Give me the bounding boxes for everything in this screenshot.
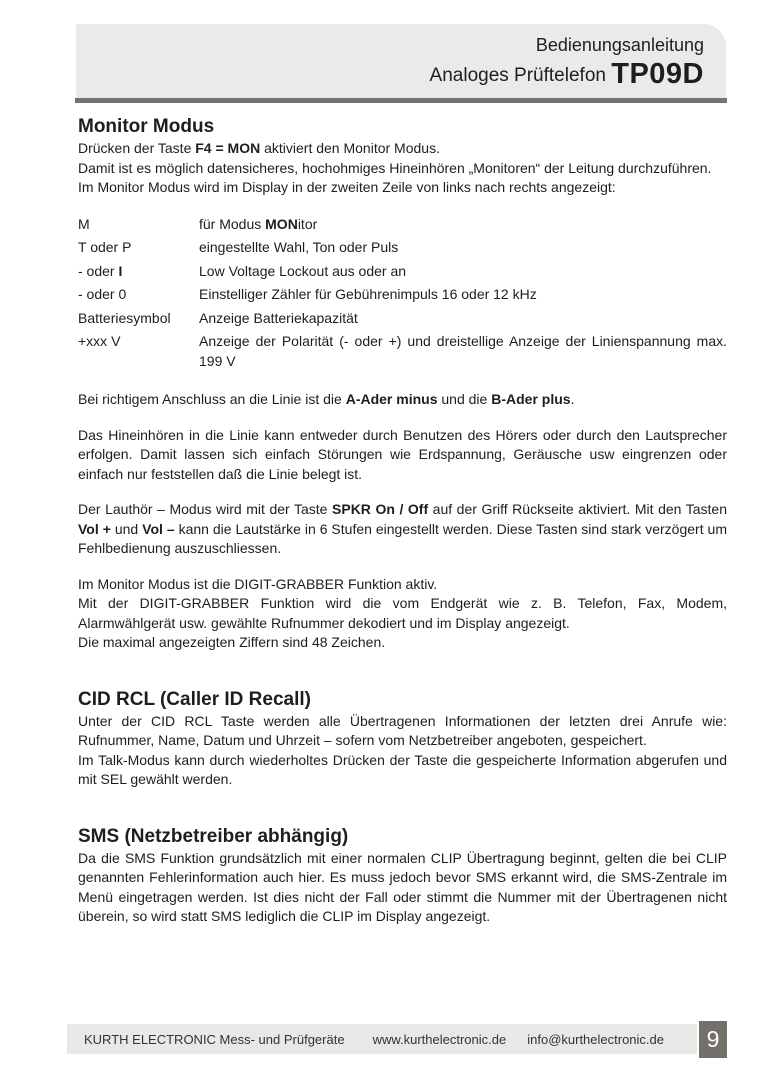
text-segment: T oder P [78,239,132,255]
legend-desc [199,309,727,329]
section-monitor-modus [78,114,727,653]
text-segment: +xxx V [78,333,121,349]
text-segment-bold: Vol – [142,520,175,537]
legend-desc [199,285,727,305]
text-segment: und [110,520,143,537]
footer-email: info@kurthelectronic.de [527,1031,665,1047]
text-segment: kann die Lautstärke in 6 Stufen eingestellt werden. Diese Tasten sind stark verzögert um Fehlbedienung auszuschliessen. [78,520,727,556]
text-segment: Batteriesymbol [78,309,171,326]
legend-term [78,238,199,258]
text-segment: Einstelliger Zähler für Gebührenimpuls 16 oder 12 kHz [199,286,537,302]
legend-desc [199,215,727,235]
page-header [76,24,726,98]
paragraph-grabber-3: Die maximal angezeigten Ziffern sind 48 Zeichen. [78,634,386,650]
paragraph-sms-1: Da die SMS Funktion grundsätzlich mit einer normalen CLIP Übertragung beginnt, gelten die bei CLIP genannten Fehlerinformation auch hier. Es muss jedoch bevor SMS erkannt wird, die SMS-Zentrale im Menü eingetragen werden. Ist dies nicht der Fall oder stimmt die Nummer mit der Übertragenen nicht überein, so wird statt SMS lediglich die CLIP im Display angezeigt. [78,849,727,924]
paragraph-display-intro: Im Monitor Modus wird im Display in der zweiten Zeile von links nach rechts angezeigt: [78,179,616,195]
text-segment: Low Voltage Lockout aus oder an [199,262,407,279]
footer-bar [67,1024,697,1054]
text-segment-bold: Vol + [78,520,111,537]
footer-website: www.kurthelectronic.de [372,1031,507,1047]
legend-term [78,262,199,282]
text-segment-bold: F4 = MON [195,140,261,156]
model-number: TP09D [611,58,704,90]
text-segment: Anzeige Batteriekapazität [199,309,358,326]
section-title-cid-rcl: CID RCL (Caller ID Recall) [78,688,311,710]
page-number-badge: 9 [699,1021,727,1058]
text-segment: Der Lauthör – Modus wird mit der Taste [78,501,333,517]
text-segment: für Modus [199,215,266,232]
text-segment: und die [437,391,492,407]
paragraph-speaker [78,500,727,559]
paragraph-activate [78,139,727,159]
legend-desc [199,332,727,371]
paragraph-grabber-1: Im Monitor Modus ist die DIGIT-GRABBER Funktion aktiv. [78,575,438,592]
product-title-line [76,58,704,92]
header-rule [75,98,727,103]
text-segment: M [78,215,90,232]
text-segment: auf der Griff Rückseite aktiviert. Mit den Tasten [428,501,727,517]
section-sms [78,824,727,927]
paragraph-grabber-2: Mit der DIGIT-GRABBER Funktion wird die vom Endgerät wie z. B. Telefon, Fax, Modem, Alarmwählgerät usw. gewählte Rufnummer dekodiert und im Display angezeigt. [78,595,727,631]
text-segment: Bei richtigem Anschluss an die Linie ist die [78,391,346,407]
digit-grabber-block [78,575,727,653]
text-segment: itor [297,215,318,232]
paragraph-datasafe: Damit ist es möglich datensicheres, hochohmiges Hineinhören „Monitoren“ der Leitung durchzuführen. [78,159,712,176]
paragraph-polarity [78,390,727,410]
text-segment-bold: MON [265,215,298,232]
text-segment: - oder 0 [78,286,127,302]
paragraph-listen: Das Hineinhören in die Linie kann entweder durch Benutzen des Hörers oder durch den Lautsprecher erfolgen. Damit lassen sich einfach Störungen wie Erdspannung, Geräusche usw eingrenzen oder einfach nur feststellen daß die Linie belegt ist. [78,426,727,482]
legend-desc [199,262,727,282]
legend-term [78,332,199,371]
text-segment-bold: A-Ader minus [345,391,438,407]
text-segment: aktiviert den Monitor Modus. [260,140,440,156]
paragraph-cid-1: Unter der CID RCL Taste werden alle Übertragenen Informationen der letzten drei Anrufe wie: Rufnummer, Name, Datum und Uhrzeit – sofern vom Netzbetreiber angeboten, gespeichert. [78,712,727,748]
section-title-sms: SMS (Netzbetreiber abhängig) [78,825,349,847]
section-cid-rcl [78,687,727,790]
footer-company: KURTH ELECTRONIC Mess- und Prüfgeräte [84,1031,345,1047]
legend-desc [199,238,727,258]
product-name: Analoges Prüftelefon [429,65,606,86]
doc-type-title: Bedienungsanleitung [535,35,704,55]
text-segment-bold: SPKR On / Off [332,501,429,517]
page-content [78,114,727,927]
text-segment: Anzeige der Polarität (- oder +) und dreistellige Anzeige der Linienspannung max. 199 V [199,333,727,369]
paragraph-cid-2: Im Talk-Modus kann durch wiederholtes Drücken der Taste die gespeicherte Information abgerufen und mit SEL gewählt werden. [78,751,727,787]
text-segment-bold: I [118,262,123,279]
text-segment: eingestellte Wahl, Ton oder Puls [199,239,399,255]
legend-term [78,309,199,329]
text-segment: Drücken der Taste [78,140,196,156]
display-legend-list [78,215,727,372]
text-segment: - oder [78,262,119,279]
legend-term [78,285,199,305]
text-segment-bold: B-Ader plus [491,391,571,407]
text-segment: . [570,391,575,407]
legend-term [78,215,199,235]
section-title-monitor-modus: Monitor Modus [78,116,215,137]
